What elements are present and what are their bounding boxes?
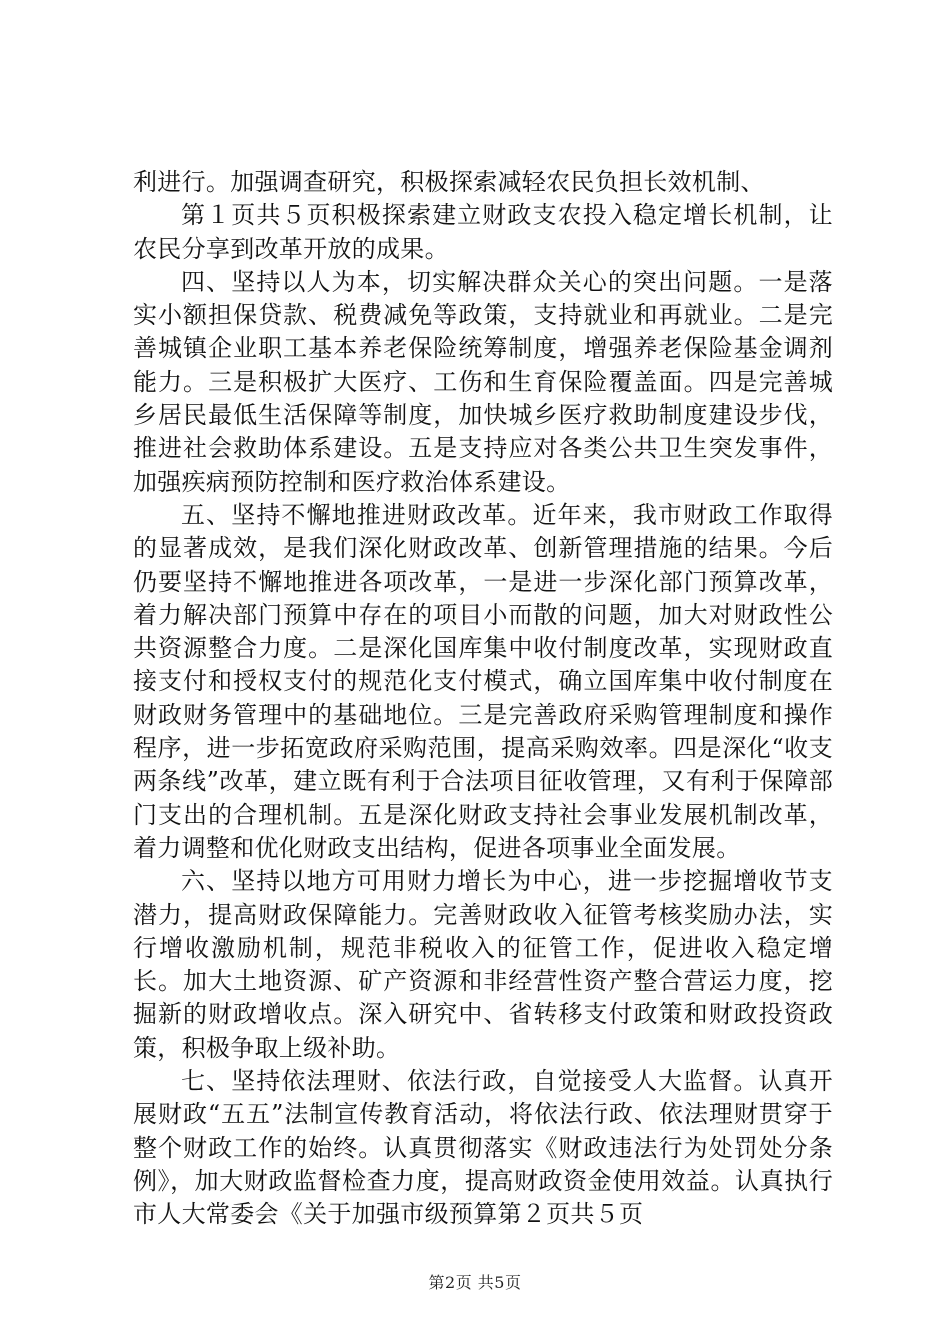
paragraph-continuation: 利进行。加强调查研究，积极探索减轻农民负担长效机制、 — [133, 168, 765, 196]
page-footer: 第2页 共5页 — [428, 1273, 522, 1292]
paragraph-section-six: 六、坚持以地方可用财力增长为中心，进一步挖掘增收节支潜力，提高财政保障能力。完善财政收入征管考核奖励办法，实行增收激励机制，规范非税收入的征管工作，促进收入稳定增长。加大土地资源、矿产资源和非经营性资产整合营运力度，挖掘新的财政增收点。深入研究中、省转移支付政策和财政投资政策，积极争取上级补助。 — [133, 867, 833, 1062]
paragraph-section-four: 四、坚持以人为本，切实解决群众关心的突出问题。一是落实小额担保贷款、税费减免等政策，支持就业和再就业。二是完善城镇企业职工基本养老保险统筹制度，增强养老保险基金调剂能力。三是积极扩大医疗、工伤和生育保险覆盖面。四是完善城乡居民最低生活保障等制度，加快城乡医疗救助制度建设步伐，推进社会救助体系建设。五是支持应对各类公共卫生突发事件，加强疾病预防控制和医疗救治体系建设。 — [133, 267, 833, 496]
document-body — [133, 166, 833, 1232]
paragraph-section-seven: 七、坚持依法理财、依法行政，自觉接受人大监督。认真开展财政“五五”法制宣传教育活动，将依法行政、依法理财贯穿于整个财政工作的始终。认真贯彻落实《财政违法行为处罚处分条例》，加大财政监督检查力度，提高财政资金使用效益。认真执行市人大常委会《关于加强市级预算第２页共５页 — [133, 1067, 833, 1229]
paragraph-section-five: 五、坚持不懈地推进财政改革。近年来，我市财政工作取得的显著成效，是我们深化财政改革、创新管理措施的结果。今后仍要坚持不懈地推进各项改革，一是进一步深化部门预算改革，着力解决部门预算中存在的项目小而散的问题，加大对财政性公共资源整合力度。二是深化国库集中收付制度改革，实现财政直接支付和授权支付的规范化支付模式，确立国库集中收付制度在财政财务管理中的基础地位。三是完善政府采购管理制度和操作程序，进一步拓宽政府采购范围，提高采购效率。四是深化“收支两条线”改革，建立既有利于合法项目征收管理，又有利于保障部门支出的合理机制。五是深化财政支持社会事业发展机制改革，着力调整和优化财政支出结构，促进各项事业全面发展。 — [133, 500, 833, 862]
paragraph-page-break: 第１页共５页积极探索建立财政支农投入稳定增长机制，让农民分享到改革开放的成果。 — [133, 201, 833, 263]
